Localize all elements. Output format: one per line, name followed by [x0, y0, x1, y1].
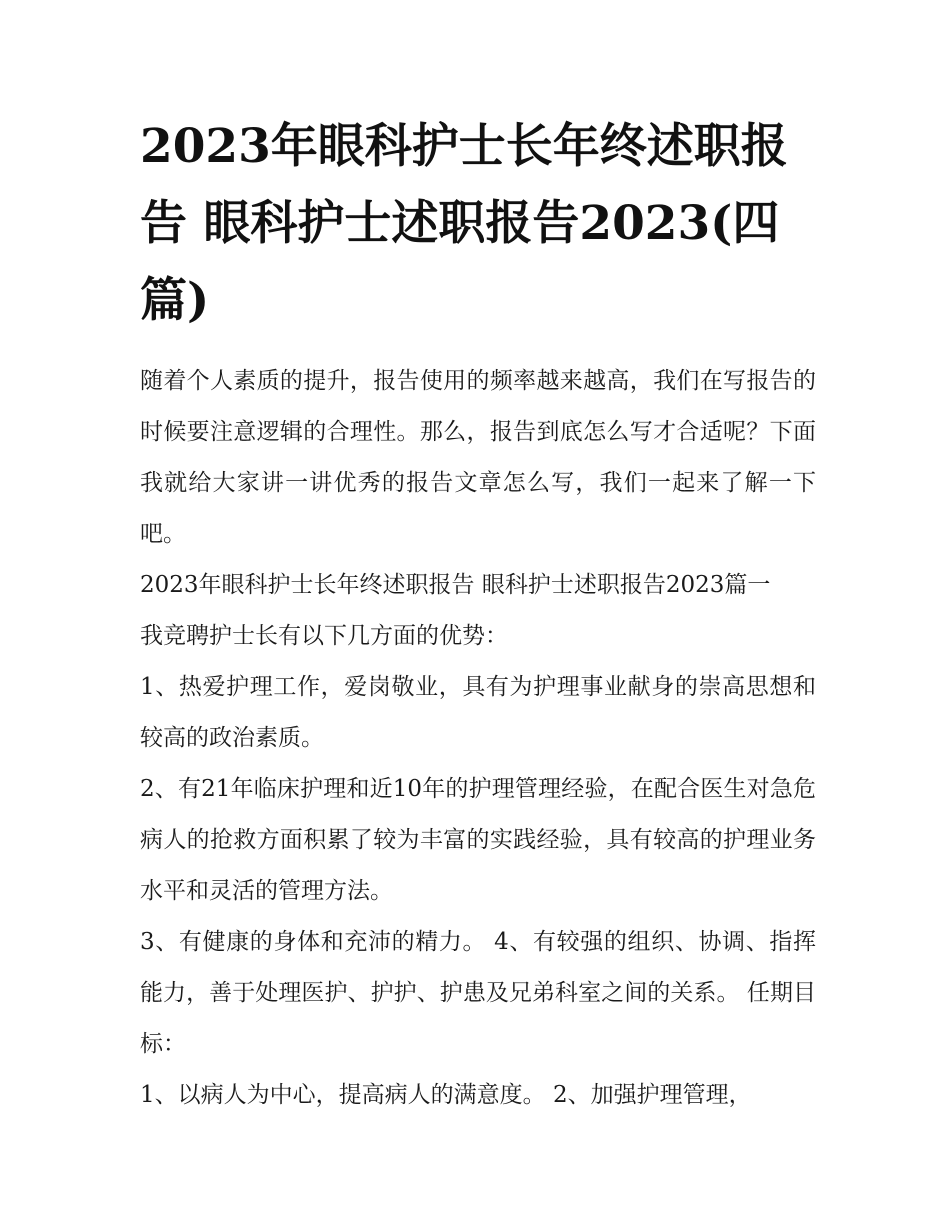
advantage-item-3-4: 3、有健康的身体和充沛的精力。 4、有较强的组织、协调、指挥能力，善于处理医护、护护、护患及兄弟科室之间的关系。 任期目标：	[140, 929, 816, 1057]
advantage-item-1: 1、热爱护理工作，爱岗敬业，具有为护理事业献身的崇高思想和较高的政治素质。	[140, 674, 816, 751]
section-heading: 2023年眼科护士长年终述职报告 眼科护士述职报告2023篇一	[140, 572, 771, 598]
advantages-intro: 我竞聘护士长有以下几方面的优势：	[140, 623, 508, 649]
intro-paragraph: 随着个人素质的提升，报告使用的频率越来越高，我们在写报告的时候要注意逻辑的合理性。那么，报告到底怎么写才合适呢？下面我就给大家讲一讲优秀的报告文章怎么写，我们一起来了解一下吧。	[140, 368, 816, 547]
advantage-item-2: 2、有21年临床护理和近10年的护理管理经验，在配合医生对急危病人的抢救方面积累了较为丰富的实践经验，具有较高的护理业务水平和灵活的管理方法。	[140, 776, 816, 904]
goals-item-1-2: 1、以病人为中心，提高病人的满意度。 2、加强护理管理，	[140, 1082, 752, 1108]
document-title: 2023年眼科护士长年终述职报告 眼科护士述职报告2023(四篇)	[140, 119, 788, 328]
document-body	[140, 356, 816, 1121]
